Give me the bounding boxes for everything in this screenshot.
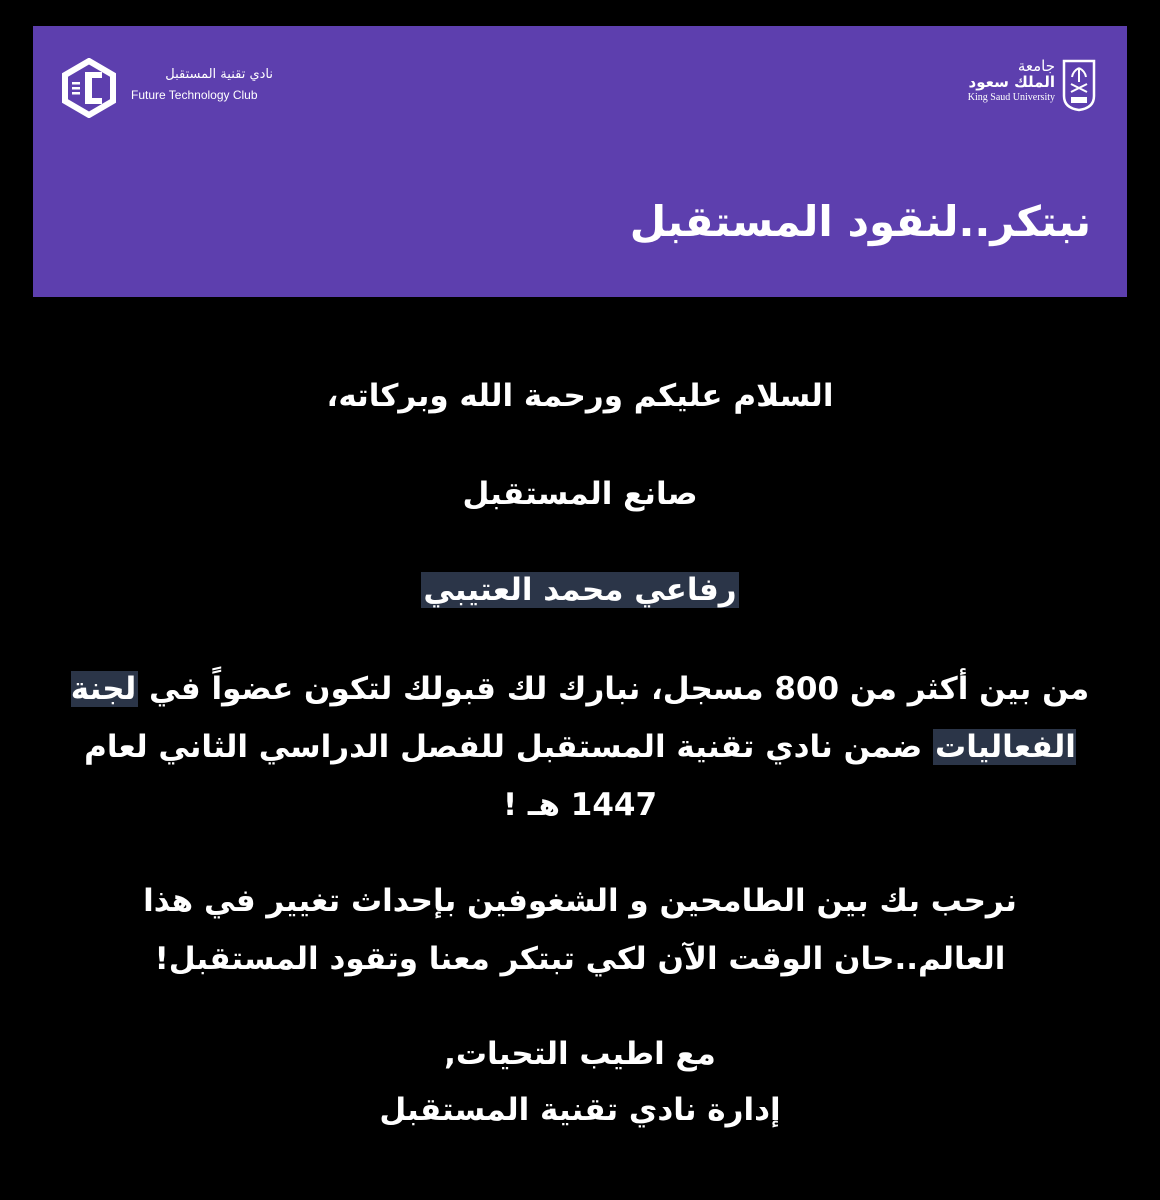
university-brand bbox=[947, 56, 1097, 116]
welcome-message bbox=[60, 872, 1100, 988]
slogan: نبتكر..لنقود المستقبل bbox=[629, 197, 1091, 246]
signature: إدارة نادي تقنية المستقبل bbox=[379, 1092, 781, 1128]
university-name-ar-line2: الملك سعود bbox=[968, 73, 1055, 91]
university-names bbox=[947, 58, 1055, 105]
welcome-line1: نرحب بك بين الطامحين و الشغوفين بإحداث تغيير في هذا bbox=[143, 883, 1017, 919]
welcome-line2: العالم..حان الوقت الآن لكي تبتكر معنا وتقود المستقبل! bbox=[154, 941, 1006, 977]
club-name-ar: نادي تقنية المستقبل bbox=[165, 67, 273, 82]
club-name-en: Future Technology Club bbox=[131, 88, 258, 102]
committee-name: لجنة الفعاليات bbox=[70, 671, 1076, 765]
club-logo-icon bbox=[59, 58, 119, 118]
closing: مع اطيب التحيات, bbox=[444, 1036, 716, 1072]
ksu-emblem-icon bbox=[1061, 58, 1097, 112]
recipient-name-line bbox=[40, 562, 1120, 618]
recipient-title: صانع المستقبل bbox=[462, 476, 698, 512]
recipient-name: رفاعي محمد العتيبي bbox=[423, 572, 737, 608]
greeting: السلام عليكم ورحمة الله وبركاته، bbox=[326, 378, 834, 414]
club-names bbox=[131, 66, 291, 104]
header-banner bbox=[33, 26, 1127, 297]
closing-block bbox=[40, 1026, 1120, 1138]
university-name-ar-line1: جامعة bbox=[1017, 57, 1055, 75]
acceptance-part1: من بين أكثر من 800 مسجل، نبارك لك قبولك لتكون عضواً في bbox=[149, 671, 1090, 707]
university-name-en: King Saud University bbox=[967, 92, 1055, 103]
acceptance-part2: ضمن نادي تقنية المستقبل للفصل الدراسي الثاني لعام 1447 هـ ! bbox=[84, 729, 934, 823]
acceptance-message bbox=[60, 660, 1100, 834]
